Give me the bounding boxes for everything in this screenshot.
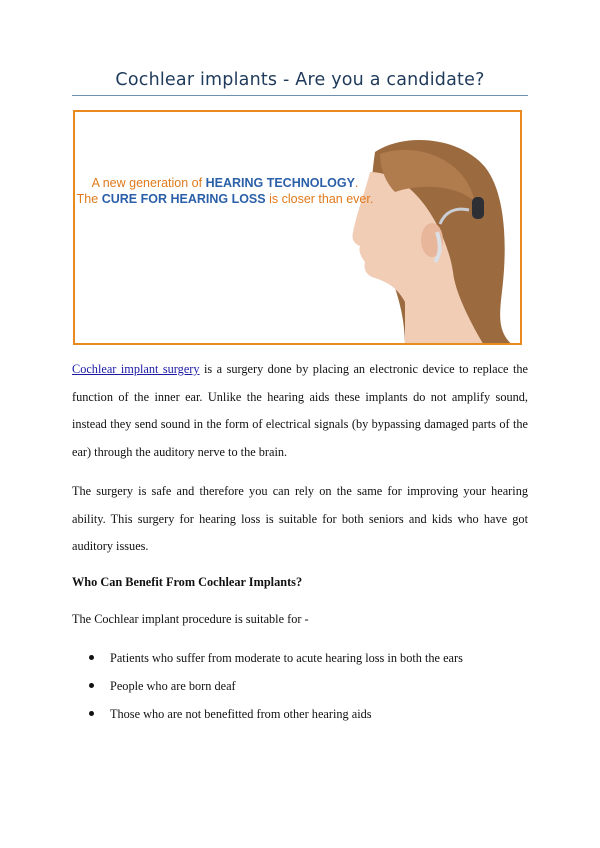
list-item-text: People who are born deaf (110, 679, 236, 693)
procedure-intro-text: The Cochlear implant procedure is suitable for - (72, 612, 309, 626)
list-item (72, 704, 463, 732)
intro-paragraph (72, 356, 528, 466)
tagline-text: A new generation of (91, 176, 203, 190)
page-title: Cochlear implants - Are you a candidate? (115, 70, 485, 90)
title-divider (72, 95, 528, 96)
section-heading: Who Can Benefit From Cochlear Implants? (72, 575, 303, 589)
bullet-icon (89, 711, 94, 716)
list-item-text: Those who are not benefitted from other hearing aids (110, 707, 372, 721)
tagline-highlight: CURE FOR HEARING LOSS (101, 192, 266, 206)
woman-with-cochlear-implant-illustration (75, 112, 522, 345)
list-item (72, 648, 463, 676)
banner-tagline-line-1 (75, 176, 375, 190)
candidate-list (72, 648, 463, 732)
cochlear-implant-surgery-link[interactable]: Cochlear implant surgery (72, 362, 200, 376)
banner-tagline-line-2 (75, 192, 375, 206)
safety-paragraph: The surgery is safe and therefore you can rely on the same for improving your hearing ability. This surgery for hearing loss is suitable for both seniors and kids who have got auditory issues. (72, 484, 528, 553)
list-item-text: Patients who suffer from moderate to acute hearing loss in both the ears (110, 651, 463, 665)
hero-banner-image (73, 110, 522, 345)
tagline-text: The (76, 192, 99, 206)
intro-paragraph-text: is a surgery done by placing an electronic device to replace the function of the inner ear. Unlike the hearing aids these implants do not amplify sound, instead they send sound in the form of electrical signals (by bypassing damaged parts of the ear) through the auditory nerve to the brain. (72, 362, 528, 459)
bullet-icon (89, 655, 94, 660)
bullet-icon (89, 683, 94, 688)
tagline-highlight: HEARING TECHNOLOGY (205, 176, 355, 190)
list-item (72, 676, 463, 704)
tagline-text: is closer than ever. (269, 192, 374, 206)
tagline-text: . (354, 176, 359, 190)
